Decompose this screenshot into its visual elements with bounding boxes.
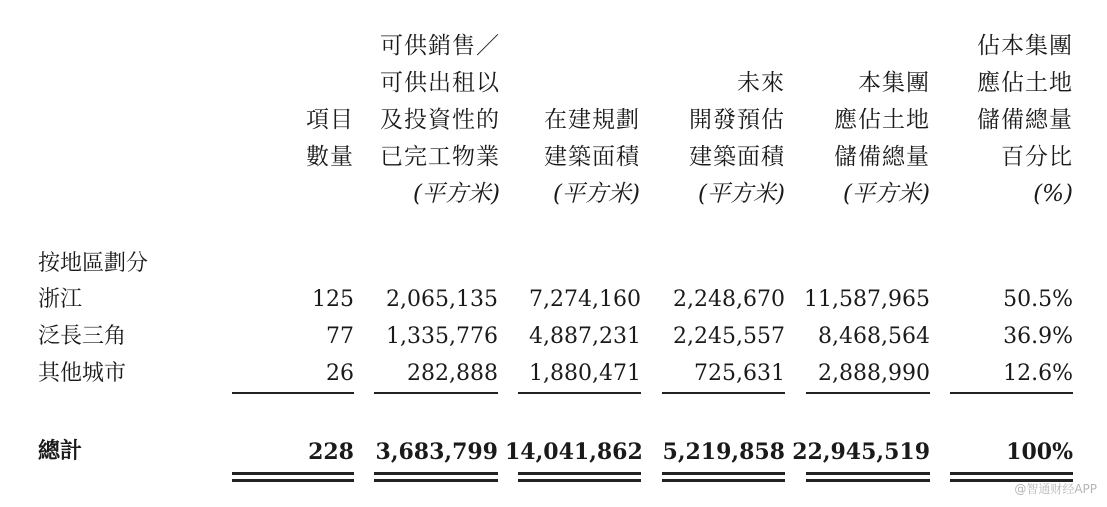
row-label: 浙江 [38, 287, 83, 312]
cell-percent: 36.9% [1003, 324, 1073, 349]
header-line: 應佔土地 [834, 107, 930, 133]
watermark: @智通财经APP [1014, 482, 1097, 496]
cell-under-construction: 7,274,160 [529, 287, 641, 312]
total-under-construction: 14,041,862 [505, 439, 643, 465]
cell-completed: 282,888 [407, 361, 498, 386]
total-future: 5,219,858 [662, 439, 785, 465]
subtotal-rule [518, 392, 641, 394]
cell-percent: 12.6% [1003, 361, 1073, 386]
table-row [0, 282, 1107, 318]
header-unit: (平方米) [413, 181, 500, 207]
header-unit: (平方米) [843, 181, 930, 207]
header-line: 開發預估 [689, 107, 785, 133]
subtotal-rule [374, 392, 498, 394]
cell-total: 2,888,990 [818, 361, 930, 386]
header-item-count [290, 102, 354, 176]
table-row [0, 319, 1107, 355]
section-row [0, 246, 1107, 282]
subtotal-rule [806, 392, 930, 394]
cell-count: 26 [326, 361, 354, 386]
total-double-rule [518, 472, 641, 475]
cell-future: 2,248,670 [673, 287, 785, 312]
total-double-rule [374, 472, 498, 475]
total-double-rule [662, 479, 785, 482]
cell-completed: 2,065,135 [386, 287, 498, 312]
table-row [0, 356, 1107, 392]
total-double-rule [232, 479, 354, 482]
total-double-rule [232, 472, 354, 475]
header-line: 百分比 [1001, 144, 1073, 170]
row-label: 其他城市 [38, 361, 127, 386]
total-percent: 100% [1006, 439, 1073, 465]
total-reserve: 22,945,519 [792, 439, 930, 465]
header-line: 及投資性的 [380, 107, 500, 133]
header-line: 儲備總量 [977, 107, 1073, 133]
cell-future: 2,245,557 [673, 324, 785, 349]
header-line: 數量 [306, 144, 354, 170]
header-line: 項目 [306, 107, 354, 133]
cell-percent: 50.5% [1003, 287, 1073, 312]
header-line: 建築面積 [689, 144, 785, 170]
total-double-rule [518, 479, 641, 482]
header-line: 本集團 [858, 70, 930, 96]
cell-total: 8,468,564 [818, 324, 930, 349]
total-double-rule [950, 472, 1073, 475]
total-double-rule [806, 479, 930, 482]
section-title: 按地區劃分 [38, 251, 149, 276]
cell-total: 11,587,965 [804, 287, 930, 312]
cell-under-construction: 1,880,471 [529, 361, 641, 386]
header-line: 佔本集團 [977, 33, 1073, 59]
header-future-development [650, 65, 785, 213]
subtotal-rule [232, 392, 354, 394]
total-double-rule [374, 479, 498, 482]
header-completed-properties [360, 28, 500, 213]
cell-count: 77 [326, 324, 354, 349]
header-line: 可供銷售／ [380, 33, 500, 59]
header-line: 可供出租以 [380, 70, 500, 96]
header-line: 應佔土地 [977, 70, 1073, 96]
subtotal-rule [662, 392, 785, 394]
header-unit: (平方米) [553, 181, 640, 207]
header-line: 未來 [737, 70, 785, 96]
cell-count: 125 [312, 287, 354, 312]
header-unit: (%) [1033, 181, 1073, 207]
cell-future: 725,631 [694, 361, 785, 386]
cell-completed: 1,335,776 [386, 324, 498, 349]
total-count: 228 [308, 439, 354, 465]
total-label: 總計 [38, 439, 83, 464]
subtotal-rule [950, 392, 1073, 394]
header-unit: (平方米) [698, 181, 785, 207]
header-line: 在建規劃 [544, 107, 640, 133]
header-line: 儲備總量 [834, 144, 930, 170]
header-line: 建築面積 [544, 144, 640, 170]
header-percentage [945, 28, 1073, 213]
total-double-rule [662, 472, 785, 475]
total-completed: 3,683,799 [375, 439, 498, 465]
header-line: 已完工物業 [380, 144, 500, 170]
total-double-rule [806, 472, 930, 475]
header-total-land-reserve [800, 65, 930, 213]
header-under-construction [510, 102, 640, 213]
row-label: 泛長三角 [38, 324, 127, 349]
cell-under-construction: 4,887,231 [529, 324, 641, 349]
total-row [0, 434, 1107, 470]
